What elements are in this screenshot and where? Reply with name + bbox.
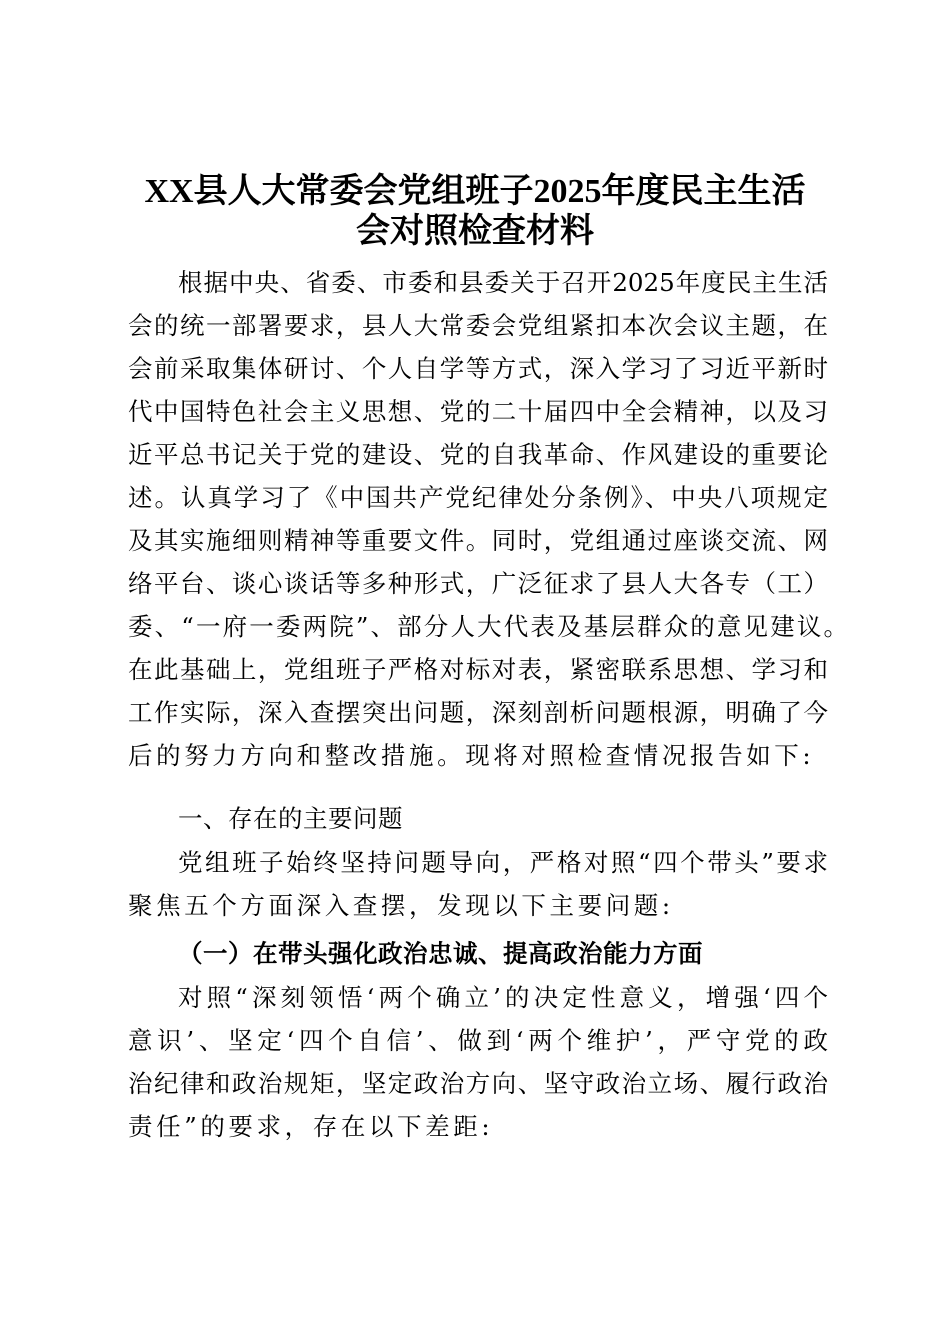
intro-paragraph-line: 及其实施细则精神等重要文件。同时，党组通过座谈交流、网 — [128, 526, 828, 555]
section-lead-line: 党组班子始终坚持问题导向，严格对照“四个带头”要求 — [178, 848, 828, 877]
intro-paragraph-line: 代中国特色社会主义思想、党的二十届四中全会精神，以及习 — [128, 397, 828, 426]
intro-paragraph-line: 后的努力方向和整改措施。现将对照检查情况报告如下: — [128, 741, 815, 770]
subsection-paragraph-line: 治纪律和政治规矩，坚定政治方向、坚守政治立场、履行政治 — [128, 1069, 828, 1098]
intro-paragraph-line: 工作实际，深入查摆突出问题，深刻剖析问题根源，明确了今 — [128, 698, 828, 727]
intro-paragraph-line: 在此基础上，党组班子严格对标对表，紧密联系思想、学习和 — [128, 655, 828, 684]
intro-paragraph-line: 会的统一部署要求，县人大常委会党组紧扣本次会议主题，在 — [128, 311, 828, 340]
document-title-line-2: 会对照检查材料 — [356, 213, 594, 250]
subsection-paragraph-line: 对照“深刻领悟‘两个确立’的决定性意义，增强‘四个 — [178, 983, 828, 1012]
intro-paragraph-line: 近平总书记关于党的建设、党的自我革命、作风建设的重要论 — [128, 440, 828, 469]
section-lead-line: 聚焦五个方面深入查摆，发现以下主要问题: — [128, 891, 674, 920]
subsection-heading: （一）在带头强化政治忠诚、提高政治能力方面 — [178, 939, 703, 968]
subsection-paragraph-line: 责任”的要求，存在以下差距: — [128, 1112, 494, 1141]
intro-paragraph-line: 络平台、谈心谈话等多种形式，广泛征求了县人大各专（工） — [128, 569, 828, 598]
intro-paragraph-line: 会前采取集体研讨、个人自学等方式，深入学习了习近平新时 — [128, 354, 828, 383]
section-heading: 一、存在的主要问题 — [178, 804, 403, 833]
subsection-paragraph-line: 意识’、坚定‘四个自信’、做到‘两个维护’，严守党的政 — [128, 1026, 828, 1055]
intro-paragraph-line: 述。认真学习了《中国共产党纪律处分条例》、中央八项规定 — [128, 483, 828, 512]
intro-paragraph-line: 根据中央、省委、市委和县委关于召开2025年度民主生活 — [178, 268, 828, 297]
intro-paragraph-line: 委、“一府一委两院”、部分人大代表及基层群众的意见建议。 — [128, 612, 848, 641]
document-title-line-1: XX县人大常委会党组班子2025年度民主生活 — [144, 173, 806, 210]
